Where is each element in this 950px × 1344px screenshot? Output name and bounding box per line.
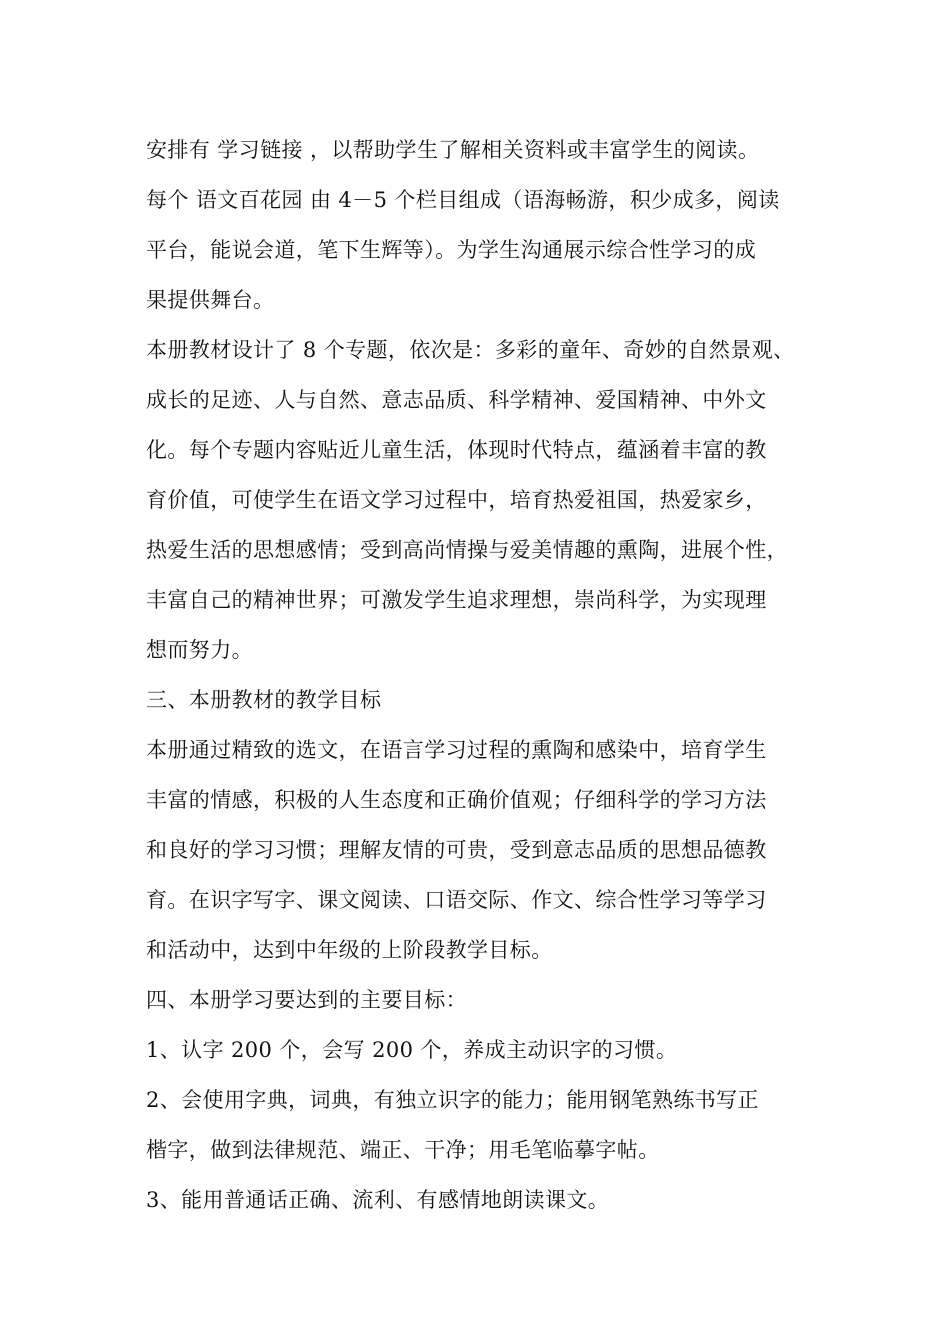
section-heading-3: 三、本册教材的教学目标 [146, 688, 382, 712]
text-line-13: 本册通过精致的选文，在语言学习过程的熏陶和感染中，培育学生 [146, 738, 767, 762]
goal-item-2-cont: 楷字，做到法律规范、端正、干净；用毛笔临摹字帖。 [146, 1138, 660, 1162]
text-line-10: 丰富自己的精神世界；可激发学生追求理想，崇尚科学，为实现理 [146, 588, 767, 612]
goal-item-1: 1、认字 200 个，会写 200 个，养成主动识字的习惯。 [146, 1038, 678, 1062]
text-line-17: 和活动中，达到中年级的上阶段教学目标。 [146, 938, 553, 962]
section-heading-4: 四、本册学习要达到的主要目标： [146, 988, 467, 1012]
text-line-3: 平台，能说会道，笔下生辉等）。为学生沟通展示综合性学习的成 [146, 238, 757, 262]
text-line-16: 育。在识字写字、课文阅读、口语交际、作文、综合性学习等学习 [146, 888, 767, 912]
text-line-14: 丰富的情感，积极的人生态度和正确价值观；仔细科学的学习方法 [146, 788, 767, 812]
text-line-7: 化。每个专题内容贴近儿童生活，体现时代特点，蕴涵着丰富的教 [146, 438, 767, 462]
goal-item-3: 3、能用普通话正确、流利、有感情地朗读课文。 [146, 1188, 610, 1212]
text-line-15: 和良好的学习习惯；理解友情的可贵，受到意志品质的思想品德教 [146, 838, 767, 862]
text-line-1: 安排有 学习链接 ，以帮助学生了解相关资料或丰富学生的阅读。 [146, 138, 760, 162]
text-line-5: 本册教材设计了 8 个专题，依次是：多彩的童年、奇妙的自然景观、 [146, 338, 795, 362]
goal-item-2: 2、会使用字典，词典，有独立识字的能力；能用钢笔熟练书写正 [146, 1088, 759, 1112]
text-line-2: 每个 语文百花园 由 4－5 个栏目组成（语海畅游，积少成多，阅读 [146, 188, 780, 212]
text-line-11: 想而努力。 [146, 638, 253, 662]
text-line-9: 热爱生活的思想感情；受到高尚情操与爱美情趣的熏陶，进展个性， [146, 538, 788, 562]
text-line-6: 成长的足迹、人与自然、意志品质、科学精神、爱国精神、中外文 [146, 388, 767, 412]
text-line-8: 育价值，可使学生在语文学习过程中，培育热爱祖国，热爱家乡， [146, 488, 767, 512]
text-line-4: 果提供舞台。 [146, 288, 275, 312]
